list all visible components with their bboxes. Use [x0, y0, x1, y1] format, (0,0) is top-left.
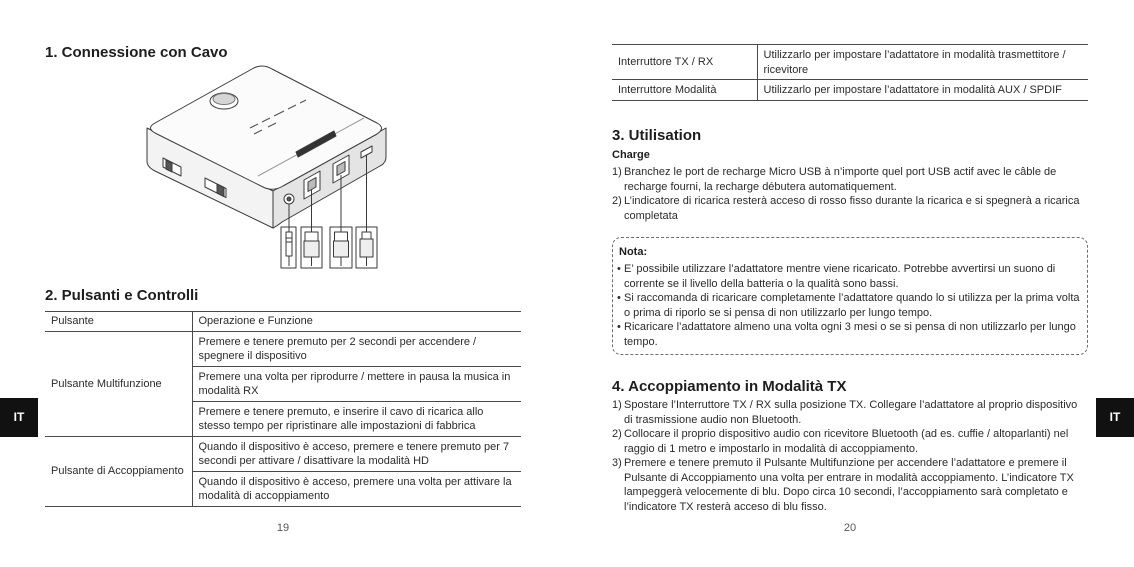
list-item [617, 262, 1082, 291]
page-number: 19 [276, 522, 290, 534]
section-4-title: 4. Accoppiamento in Modalità TX [612, 378, 847, 395]
section-3-title: 3. Utilisation [612, 127, 702, 144]
aux-plug-icon [286, 232, 292, 266]
language-tab: IT [1096, 398, 1134, 437]
function-cell: Premere e tenere premuto per 2 secondi per accendere / spegnere il dispositivo [192, 331, 521, 366]
note-bullet-text: • Ricaricare l’adattatore almeno una volta ogni 3 mesi o se si pensa di non utilizzarlo per lungo tempo. [624, 321, 1076, 348]
language-tab: IT [0, 398, 38, 437]
button-name-cell: Pulsante Multifunzione [45, 331, 192, 436]
table-header-cell: Pulsante [45, 312, 192, 332]
step-number: 3) [612, 457, 622, 469]
step-text: L’indicatore di ricarica resterà acceso di rosso fisso durante la ricarica e si spegnerà a ricarica completata [624, 195, 1080, 222]
list-item [617, 291, 1082, 320]
buttons-table [45, 311, 521, 507]
list-item [612, 398, 1088, 427]
list-item [617, 320, 1082, 349]
note-bullet-text: • Si raccomanda di ricaricare completamente l’adattatore quando lo si utilizza per la prima volta o prima di riporlo se si pensa di non utilizzarlo per lungo tempo. [624, 292, 1080, 319]
controls-table [612, 44, 1088, 101]
table-row [45, 436, 521, 471]
note-box [612, 237, 1088, 355]
page-number: 20 [843, 522, 857, 534]
list-item [612, 427, 1088, 456]
usb-plug-icon [360, 232, 373, 266]
step-text: Premere e tenere premuto il Pulsante Multifunzione per accendere l’adattatore e premere il Pulsante di Accoppiamento una volta per entrare in modalità accoppiamento. L’indicatore TX lampeggerà velocemente di blu. Dopo circa 10 secondi, l’accoppiamento sarà completato e l’indicatore TX resterà acceso di blu fisso. [624, 457, 1074, 513]
pairing-steps-list [612, 398, 1088, 514]
list-item [612, 165, 1088, 194]
section-1-title: 1. Connessione con Cavo [45, 44, 228, 61]
step-text: Branchez le port de recharge Micro USB à n’importe quel port USB actif avec le câble de recharge fourni, la recharge débutera automatiquement. [624, 166, 1057, 193]
step-text: Collocare il proprio dispositivo audio con ricevitore Bluetooth (ad es. cuffie / altoparlanti) nel raggio di 1 metro e impostarlo in modalità di accoppiamento. [624, 428, 1069, 455]
page-right [567, 0, 1134, 567]
device-illustration [130, 58, 395, 273]
control-description-cell: Utilizzarlo per impostare l’adattatore in modalità AUX / SPDIF [757, 80, 1088, 101]
table-row [612, 45, 1088, 80]
control-description-cell: Utilizzarlo per impostare l’adattatore in modalità trasmettitore / ricevitore [757, 45, 1088, 80]
function-cell: Premere e tenere premuto, e inserire il cavo di ricarica allo stesso tempo per ripristinare alle impostazioni di fabbrica [192, 401, 521, 436]
optical-plug-2-icon [334, 232, 349, 266]
charge-steps-list [612, 165, 1088, 223]
list-item [612, 194, 1088, 223]
table-row [45, 331, 521, 366]
function-cell: Premere una volta per riprodurre / mettere in pausa la musica in modalità RX [192, 366, 521, 401]
button-name-cell: Pulsante di Accoppiamento [45, 436, 192, 506]
step-number: 1) [612, 166, 622, 178]
charge-subtitle: Charge [612, 149, 650, 161]
table-header-row [45, 312, 521, 332]
step-text: Spostare l’Interruttore TX / RX sulla posizione TX. Collegare l’adattatore al proprio dispositivo di trasmissione audio non Bluetooth. [624, 399, 1078, 426]
multifunction-button-top [213, 94, 235, 105]
step-number: 1) [612, 399, 622, 411]
aux-jack-port-inner [287, 197, 291, 201]
note-label: Nota: [619, 246, 648, 258]
section-2-title: 2. Pulsanti e Controlli [45, 287, 199, 304]
list-item [612, 456, 1088, 514]
function-cell: Quando il dispositivo è acceso, premere e tenere premuto per 7 secondi per attivare / disattivare la modalità HD [192, 436, 521, 471]
table-row [612, 80, 1088, 101]
control-name-cell: Interruttore TX / RX [612, 45, 757, 80]
function-cell: Quando il dispositivo è acceso, premere una volta per attivare la modalità di accoppiamento [192, 471, 521, 506]
control-name-cell: Interruttore Modalità [612, 80, 757, 101]
optical-plug-1-icon [304, 232, 319, 266]
step-number: 2) [612, 428, 622, 440]
table-header-cell: Operazione e Funzione [192, 312, 521, 332]
note-bullet-text: • E’ possibile utilizzare l’adattatore mentre viene ricaricato. Potrebbe avvertirsi un suono di corrente se il livello della batteria o la qualità sono bassi. [624, 263, 1056, 290]
step-number: 2) [612, 195, 622, 207]
